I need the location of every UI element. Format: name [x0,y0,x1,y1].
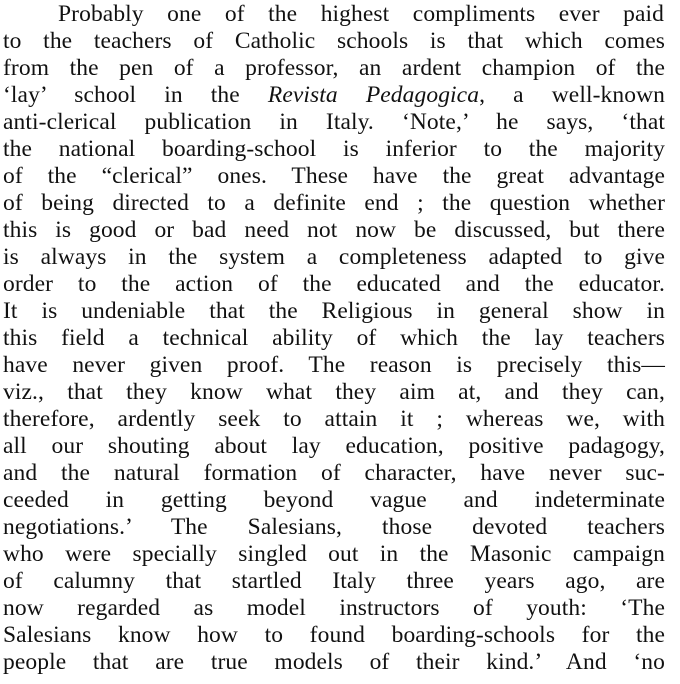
text-line: Probably one of the highest compliments ever paid [58,1,664,27]
publication-title: Revista Pedagogica [267,82,480,108]
text-fragment: , a well-known [479,82,665,108]
text-line: who were specially singled out in the Masonic campaign [3,541,665,567]
text-line: all our shouting about lay education, positive padagogy, [3,433,665,459]
text-line: It is undeniable that the Religious in general show in [3,298,665,324]
text-line: order to the action of the educated and the educator. [3,271,665,297]
text-line: therefore, ardently seek to attain it ; whereas we, with [3,406,665,432]
text-line: Salesians know how to found boarding-schools for the [3,622,665,648]
text-line: have never given proof. The reason is precisely this— [3,352,665,378]
text-line: viz., that they know what they aim at, and they can, [3,379,665,405]
text-line: is always in the system a completeness adapted to give [3,244,665,270]
text-line-with-italic-title [3,83,665,108]
text-line: this field a technical ability of which the lay teachers [3,325,665,351]
text-line: of the “clerical” ones. These have the great advantage [3,163,665,189]
text-line: to the teachers of Catholic schools is that which comes [3,28,665,54]
text-line: this is good or bad need not now be discussed, but there [3,217,665,243]
text-line: of calumny that startled Italy three years ago, are [3,568,665,594]
text-line: people that are true models of their kind.’ And ‘no [3,649,665,675]
text-line: ceeded in getting beyond vague and indeterminate [3,487,665,513]
text-line: from the pen of a professor, an ardent champion of the [3,55,665,81]
text-line: of being directed to a definite end ; the question whether [3,190,665,216]
text-fragment: ‘lay’ school in the [3,82,268,108]
text-line: the national boarding-school is inferior to the majority [3,136,665,162]
text-line: negotiations.’ The Salesians, those devoted teachers [3,514,665,540]
text-line: and the natural formation of character, have never suc- [3,460,665,486]
text-line: now regarded as model instructors of youth: ‘The [3,595,665,621]
text-line: anti-clerical publication in Italy. ‘Note,’ he says, ‘that [3,109,665,135]
